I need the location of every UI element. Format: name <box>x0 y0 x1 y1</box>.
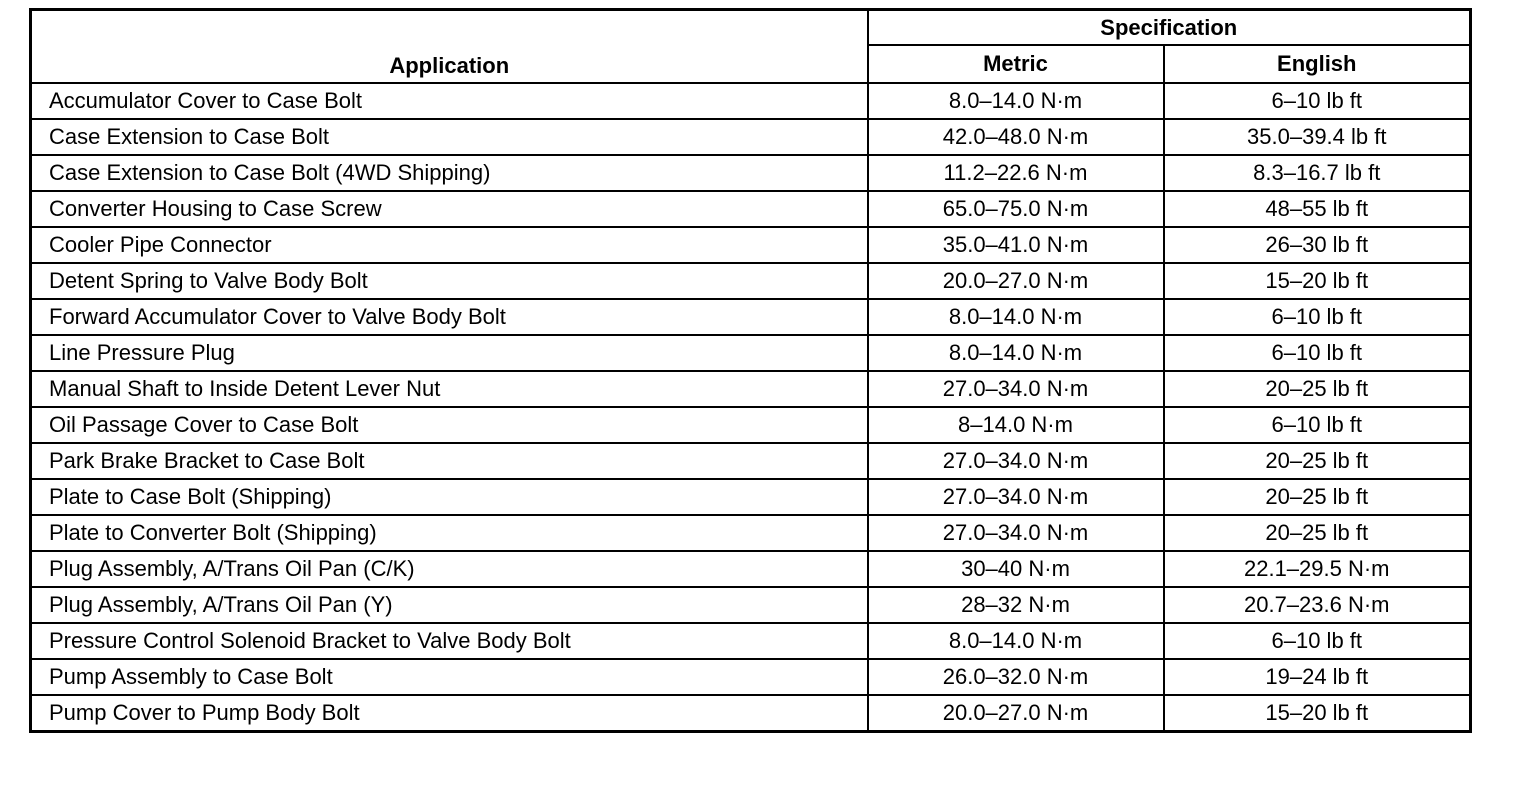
cell-application: Pressure Control Solenoid Bracket to Valve Body Bolt <box>31 623 868 659</box>
table-row <box>31 299 1471 335</box>
cell-metric: 27.0–34.0 N·m <box>868 371 1164 407</box>
cell-application: Cooler Pipe Connector <box>31 227 868 263</box>
cell-application: Case Extension to Case Bolt <box>31 119 868 155</box>
table-row <box>31 371 1471 407</box>
fastener-specification-table <box>29 8 1472 733</box>
cell-english: 6–10 lb ft <box>1164 407 1471 443</box>
header-application: Application <box>31 10 868 84</box>
cell-application: Plug Assembly, A/Trans Oil Pan (C/K) <box>31 551 868 587</box>
table-header <box>31 10 1471 84</box>
header-english: English <box>1164 45 1471 83</box>
table-row <box>31 443 1471 479</box>
header-specification: Specification <box>868 10 1471 46</box>
cell-metric: 30–40 N·m <box>868 551 1164 587</box>
cell-metric: 27.0–34.0 N·m <box>868 515 1164 551</box>
table-row <box>31 227 1471 263</box>
cell-english: 6–10 lb ft <box>1164 83 1471 119</box>
cell-metric: 20.0–27.0 N·m <box>868 695 1164 732</box>
table-row <box>31 407 1471 443</box>
table-row <box>31 659 1471 695</box>
cell-application: Pump Cover to Pump Body Bolt <box>31 695 868 732</box>
cell-metric: 8–14.0 N·m <box>868 407 1164 443</box>
table-row <box>31 695 1471 732</box>
cell-metric: 65.0–75.0 N·m <box>868 191 1164 227</box>
cell-metric: 27.0–34.0 N·m <box>868 443 1164 479</box>
cell-english: 20.7–23.6 N·m <box>1164 587 1471 623</box>
cell-english: 15–20 lb ft <box>1164 263 1471 299</box>
cell-english: 35.0–39.4 lb ft <box>1164 119 1471 155</box>
cell-application: Line Pressure Plug <box>31 335 868 371</box>
cell-english: 26–30 lb ft <box>1164 227 1471 263</box>
table-row <box>31 515 1471 551</box>
cell-application: Accumulator Cover to Case Bolt <box>31 83 868 119</box>
cell-metric: 8.0–14.0 N·m <box>868 335 1164 371</box>
header-metric: Metric <box>868 45 1164 83</box>
cell-english: 22.1–29.5 N·m <box>1164 551 1471 587</box>
table-row <box>31 587 1471 623</box>
cell-metric: 27.0–34.0 N·m <box>868 479 1164 515</box>
cell-english: 20–25 lb ft <box>1164 371 1471 407</box>
cell-metric: 42.0–48.0 N·m <box>868 119 1164 155</box>
cell-application: Pump Assembly to Case Bolt <box>31 659 868 695</box>
table-row <box>31 335 1471 371</box>
table-row <box>31 263 1471 299</box>
cell-application: Converter Housing to Case Screw <box>31 191 868 227</box>
cell-metric: 35.0–41.0 N·m <box>868 227 1164 263</box>
table-row <box>31 623 1471 659</box>
table-row <box>31 191 1471 227</box>
cell-english: 20–25 lb ft <box>1164 515 1471 551</box>
table-row <box>31 155 1471 191</box>
cell-application: Manual Shaft to Inside Detent Lever Nut <box>31 371 868 407</box>
table-row <box>31 479 1471 515</box>
cell-english: 6–10 lb ft <box>1164 335 1471 371</box>
cell-application: Plug Assembly, A/Trans Oil Pan (Y) <box>31 587 868 623</box>
cell-metric: 8.0–14.0 N·m <box>868 83 1164 119</box>
cell-english: 20–25 lb ft <box>1164 479 1471 515</box>
table-row <box>31 83 1471 119</box>
cell-metric: 8.0–14.0 N·m <box>868 299 1164 335</box>
cell-english: 19–24 lb ft <box>1164 659 1471 695</box>
cell-metric: 8.0–14.0 N·m <box>868 623 1164 659</box>
cell-application: Park Brake Bracket to Case Bolt <box>31 443 868 479</box>
table-row <box>31 551 1471 587</box>
cell-metric: 26.0–32.0 N·m <box>868 659 1164 695</box>
cell-english: 6–10 lb ft <box>1164 299 1471 335</box>
cell-english: 15–20 lb ft <box>1164 695 1471 732</box>
cell-english: 8.3–16.7 lb ft <box>1164 155 1471 191</box>
cell-english: 6–10 lb ft <box>1164 623 1471 659</box>
table-row <box>31 119 1471 155</box>
header-row-top <box>31 10 1471 46</box>
cell-application: Forward Accumulator Cover to Valve Body Bolt <box>31 299 868 335</box>
cell-metric: 28–32 N·m <box>868 587 1164 623</box>
cell-application: Oil Passage Cover to Case Bolt <box>31 407 868 443</box>
table-body <box>31 83 1471 732</box>
cell-english: 48–55 lb ft <box>1164 191 1471 227</box>
cell-application: Detent Spring to Valve Body Bolt <box>31 263 868 299</box>
cell-metric: 11.2–22.6 N·m <box>868 155 1164 191</box>
cell-metric: 20.0–27.0 N·m <box>868 263 1164 299</box>
cell-application: Plate to Case Bolt (Shipping) <box>31 479 868 515</box>
cell-application: Case Extension to Case Bolt (4WD Shipping) <box>31 155 868 191</box>
cell-application: Plate to Converter Bolt (Shipping) <box>31 515 868 551</box>
cell-english: 20–25 lb ft <box>1164 443 1471 479</box>
